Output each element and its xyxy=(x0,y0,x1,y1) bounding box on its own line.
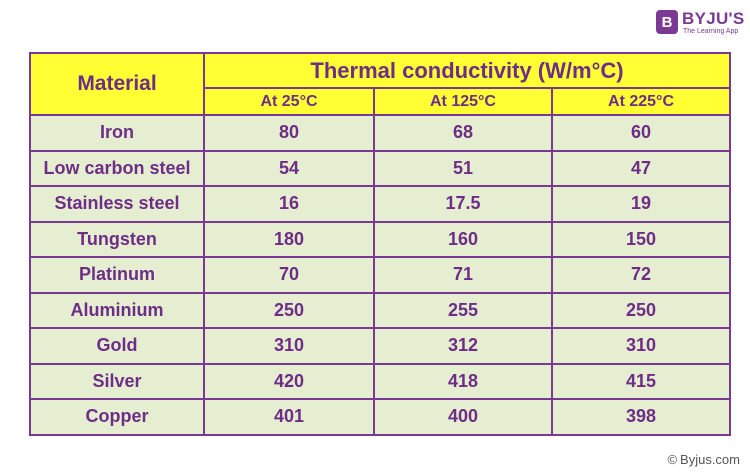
header-temp-225: At 225°C xyxy=(552,88,730,115)
header-temp-25: At 25°C xyxy=(204,88,374,115)
table-row xyxy=(30,328,730,364)
value-cell: 47 xyxy=(552,151,730,187)
footer-text: Byjus.com xyxy=(680,452,740,467)
value-cell: 51 xyxy=(374,151,552,187)
value-cell: 71 xyxy=(374,257,552,293)
value-cell: 17.5 xyxy=(374,186,552,222)
table-row xyxy=(30,399,730,435)
value-cell: 16 xyxy=(204,186,374,222)
value-cell: 398 xyxy=(552,399,730,435)
brand-badge-letter: B xyxy=(661,13,673,31)
value-cell: 80 xyxy=(204,115,374,151)
value-cell: 250 xyxy=(552,293,730,329)
value-cell: 160 xyxy=(374,222,552,258)
material-cell: Platinum xyxy=(30,257,204,293)
footer-credit xyxy=(667,452,740,467)
value-cell: 72 xyxy=(552,257,730,293)
material-cell: Low carbon steel xyxy=(30,151,204,187)
table-row xyxy=(30,364,730,400)
material-cell: Aluminium xyxy=(30,293,204,329)
value-cell: 250 xyxy=(204,293,374,329)
table-row xyxy=(30,257,730,293)
table-row xyxy=(30,186,730,222)
thermal-conductivity-table xyxy=(29,52,731,436)
table-row xyxy=(30,222,730,258)
header-temp-125: At 125°C xyxy=(374,88,552,115)
value-cell: 418 xyxy=(374,364,552,400)
material-cell: Silver xyxy=(30,364,204,400)
value-cell: 400 xyxy=(374,399,552,435)
material-cell: Copper xyxy=(30,399,204,435)
material-cell: Iron xyxy=(30,115,204,151)
header-thermal-conductivity: Thermal conductivity (W/m°C) xyxy=(204,53,730,88)
value-cell: 310 xyxy=(552,328,730,364)
table-row xyxy=(30,151,730,187)
table-row xyxy=(30,293,730,329)
value-cell: 180 xyxy=(204,222,374,258)
value-cell: 70 xyxy=(204,257,374,293)
copyright-icon: © xyxy=(667,452,678,467)
material-cell: Tungsten xyxy=(30,222,204,258)
table-body xyxy=(30,115,730,435)
value-cell: 19 xyxy=(552,186,730,222)
header-row-group xyxy=(30,53,730,88)
value-cell: 150 xyxy=(552,222,730,258)
brand-tagline: The Learning App xyxy=(683,28,739,35)
brand-name: BYJU'S xyxy=(682,9,745,28)
value-cell: 255 xyxy=(374,293,552,329)
material-cell: Gold xyxy=(30,328,204,364)
value-cell: 312 xyxy=(374,328,552,364)
value-cell: 415 xyxy=(552,364,730,400)
value-cell: 60 xyxy=(552,115,730,151)
value-cell: 420 xyxy=(204,364,374,400)
value-cell: 54 xyxy=(204,151,374,187)
material-cell: Stainless steel xyxy=(30,186,204,222)
value-cell: 68 xyxy=(374,115,552,151)
conductivity-table-wrapper xyxy=(29,52,731,436)
brand-logo xyxy=(656,9,745,40)
table-row xyxy=(30,115,730,151)
value-cell: 401 xyxy=(204,399,374,435)
value-cell: 310 xyxy=(204,328,374,364)
header-material: Material xyxy=(30,53,204,115)
brand-badge-icon xyxy=(656,10,678,34)
